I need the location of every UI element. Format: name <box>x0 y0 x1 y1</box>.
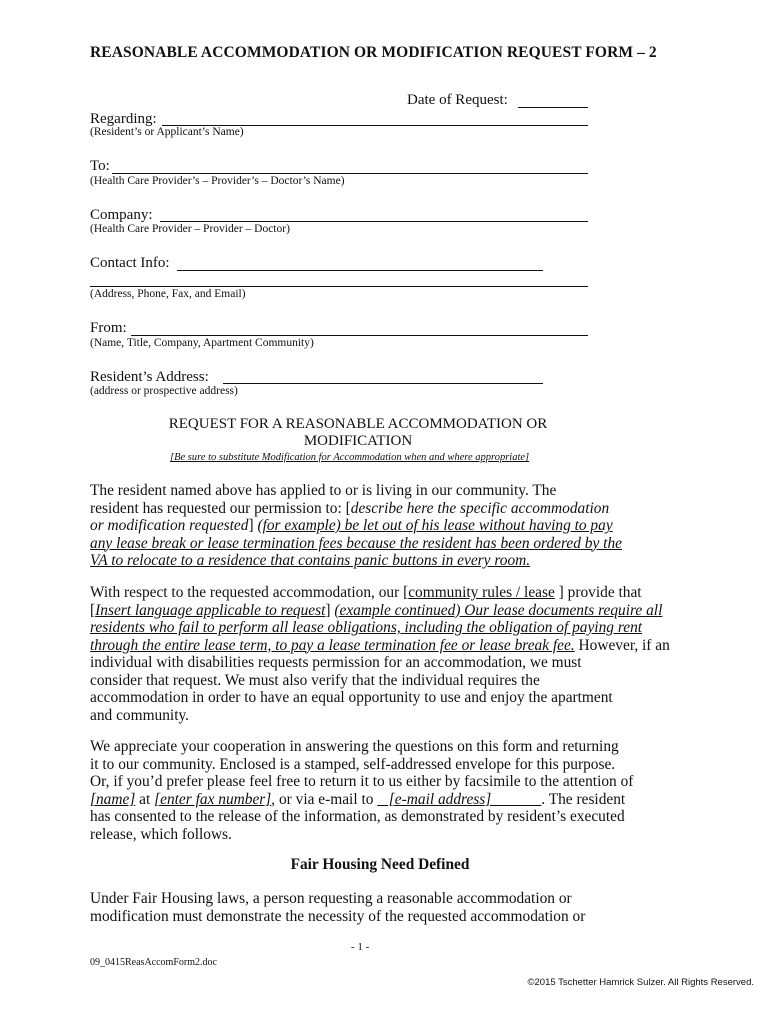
insert-language-placeholder: Insert language applicable to request <box>95 601 326 619</box>
from-hint: (Name, Title, Company, Apartment Community) <box>90 337 314 349</box>
para1-line-e: VA to relocate to a residence that contains panic buttons in every room. <box>90 552 531 569</box>
company-label: Company: <box>90 207 153 223</box>
fax-placeholder: [enter fax number] <box>154 790 272 808</box>
para1-line-b <box>90 500 690 518</box>
email-placeholder: [e-mail address] <box>377 790 542 808</box>
para1-text: resident has requested our permission to: <box>90 499 346 517</box>
para1-line-d: any lease break or lease termination fees because the resident has been ordered by the <box>90 534 622 552</box>
from-label: From: <box>90 320 127 336</box>
resident-address-label: Resident’s Address: <box>90 369 209 385</box>
para2-line-g: accommodation in order to have an equal opportunity to use and enjoy the apartment <box>90 689 613 706</box>
para3-line-f: release, which follows. <box>90 825 232 843</box>
para2-example-end: through the entire lease term, to pay a lease termination fee or lease break fee. <box>90 636 575 654</box>
from-field[interactable] <box>131 335 588 336</box>
para4-line-a: Under Fair Housing laws, a person requesting a reasonable accommodation or <box>90 890 572 907</box>
regarding-hint: (Resident’s or Applicant’s Name) <box>90 126 244 138</box>
para3-text-post: . The resident <box>541 790 626 808</box>
paragraph-request <box>90 482 690 570</box>
to-label: To: <box>90 158 110 174</box>
file-name: 09_0415ReasAccomForm2.doc <box>90 957 217 968</box>
para2-example: (example continued) Our lease documents require all <box>334 601 663 619</box>
resident-address-hint: (address or prospective address) <box>90 385 238 397</box>
para2-bracket: [ <box>90 601 96 619</box>
request-heading-line2: MODIFICATION <box>303 433 413 449</box>
para2-line-b <box>90 602 690 620</box>
para1-bracket: [ <box>345 499 351 517</box>
company-hint: (Health Care Provider – Provider – Doctor) <box>90 223 290 235</box>
request-heading-line1: REQUEST FOR A REASONABLE ACCOMMODATION OR <box>168 416 548 432</box>
date-label: Date of Request: <box>407 92 508 108</box>
name-placeholder: [name] <box>90 790 136 808</box>
para3-line-c: Or, if you’d prefer please feel free to return it to us either by facsimile to the attention of <box>90 773 634 790</box>
paragraph-lease <box>90 584 690 724</box>
para1-bracket-close: ] <box>248 517 254 534</box>
para1-placeholder: describe here the specific accommodation <box>350 499 610 517</box>
para4-line-b: modification must demonstrate the necessity of the requested accommodation or <box>90 907 586 925</box>
resident-address-field[interactable] <box>223 383 543 384</box>
para1-line-a: The resident named above has applied to or is living in our community. The <box>90 482 557 499</box>
para2-line-h: and community. <box>90 706 190 724</box>
para3-line-a: We appreciate your cooperation in answering the questions on this form and returning <box>90 738 619 755</box>
fair-housing-heading: Fair Housing Need Defined <box>290 856 470 873</box>
to-field[interactable] <box>112 173 588 174</box>
para3-line-d <box>90 791 690 809</box>
to-hint: (Health Care Provider’s – Provider’s – Doctor’s Name) <box>90 175 345 187</box>
date-field[interactable] <box>518 107 588 108</box>
para3-line-b: it to our community. Enclosed is a stamped, self-addressed envelope for this purpose. <box>90 755 616 773</box>
para2-bracket-close: ] <box>325 601 335 619</box>
copyright: ©2015 Tschetter Hamrick Sulzer. All Rights Reserved. <box>527 977 754 988</box>
para2-line-e: individual with disabilities requests permission for an accommodation, we must <box>90 654 582 671</box>
community-rules-placeholder: community rules / lease <box>408 584 555 601</box>
paragraph-fair-housing <box>90 890 690 925</box>
para2-line-c: residents who fail to perform all lease obligations, including the obligation of paying rent <box>90 619 643 636</box>
para2-line-d <box>90 637 690 655</box>
page-number: - 1 - <box>351 941 370 953</box>
para2-text-however: However, if an <box>574 636 670 654</box>
contact-label: Contact Info: <box>90 255 170 271</box>
para3-email-text: , or via e-mail to <box>271 790 378 808</box>
regarding-label: Regarding: <box>90 111 157 127</box>
para1-placeholder-cont: or modification requested <box>90 517 249 534</box>
para2-line-a <box>90 584 690 602</box>
substitution-note: [Be sure to substitute Modification for Accommodation when and where appropriate] <box>170 452 530 463</box>
paragraph-cooperation <box>90 738 690 843</box>
para1-line-c <box>90 517 690 535</box>
contact-field-1[interactable] <box>177 270 543 271</box>
para2-text-post: ] provide that <box>554 584 642 601</box>
para1-example: (for example) be let out of his lease without having to pay <box>257 517 613 534</box>
para2-text: With respect to the requested accommodation, our [ <box>90 584 409 601</box>
contact-hint: (Address, Phone, Fax, and Email) <box>90 288 246 300</box>
form-title: REASONABLE ACCOMMODATION OR MODIFICATION REQUEST FORM – 2 <box>90 44 657 61</box>
company-field[interactable] <box>160 221 588 222</box>
para3-at: at <box>135 790 155 808</box>
contact-field-2[interactable] <box>90 286 588 287</box>
para3-line-e: has consented to the release of the information, as demonstrated by resident’s executed <box>90 808 625 825</box>
para2-line-f: consider that request. We must also verify that the individual requires the <box>90 671 540 689</box>
